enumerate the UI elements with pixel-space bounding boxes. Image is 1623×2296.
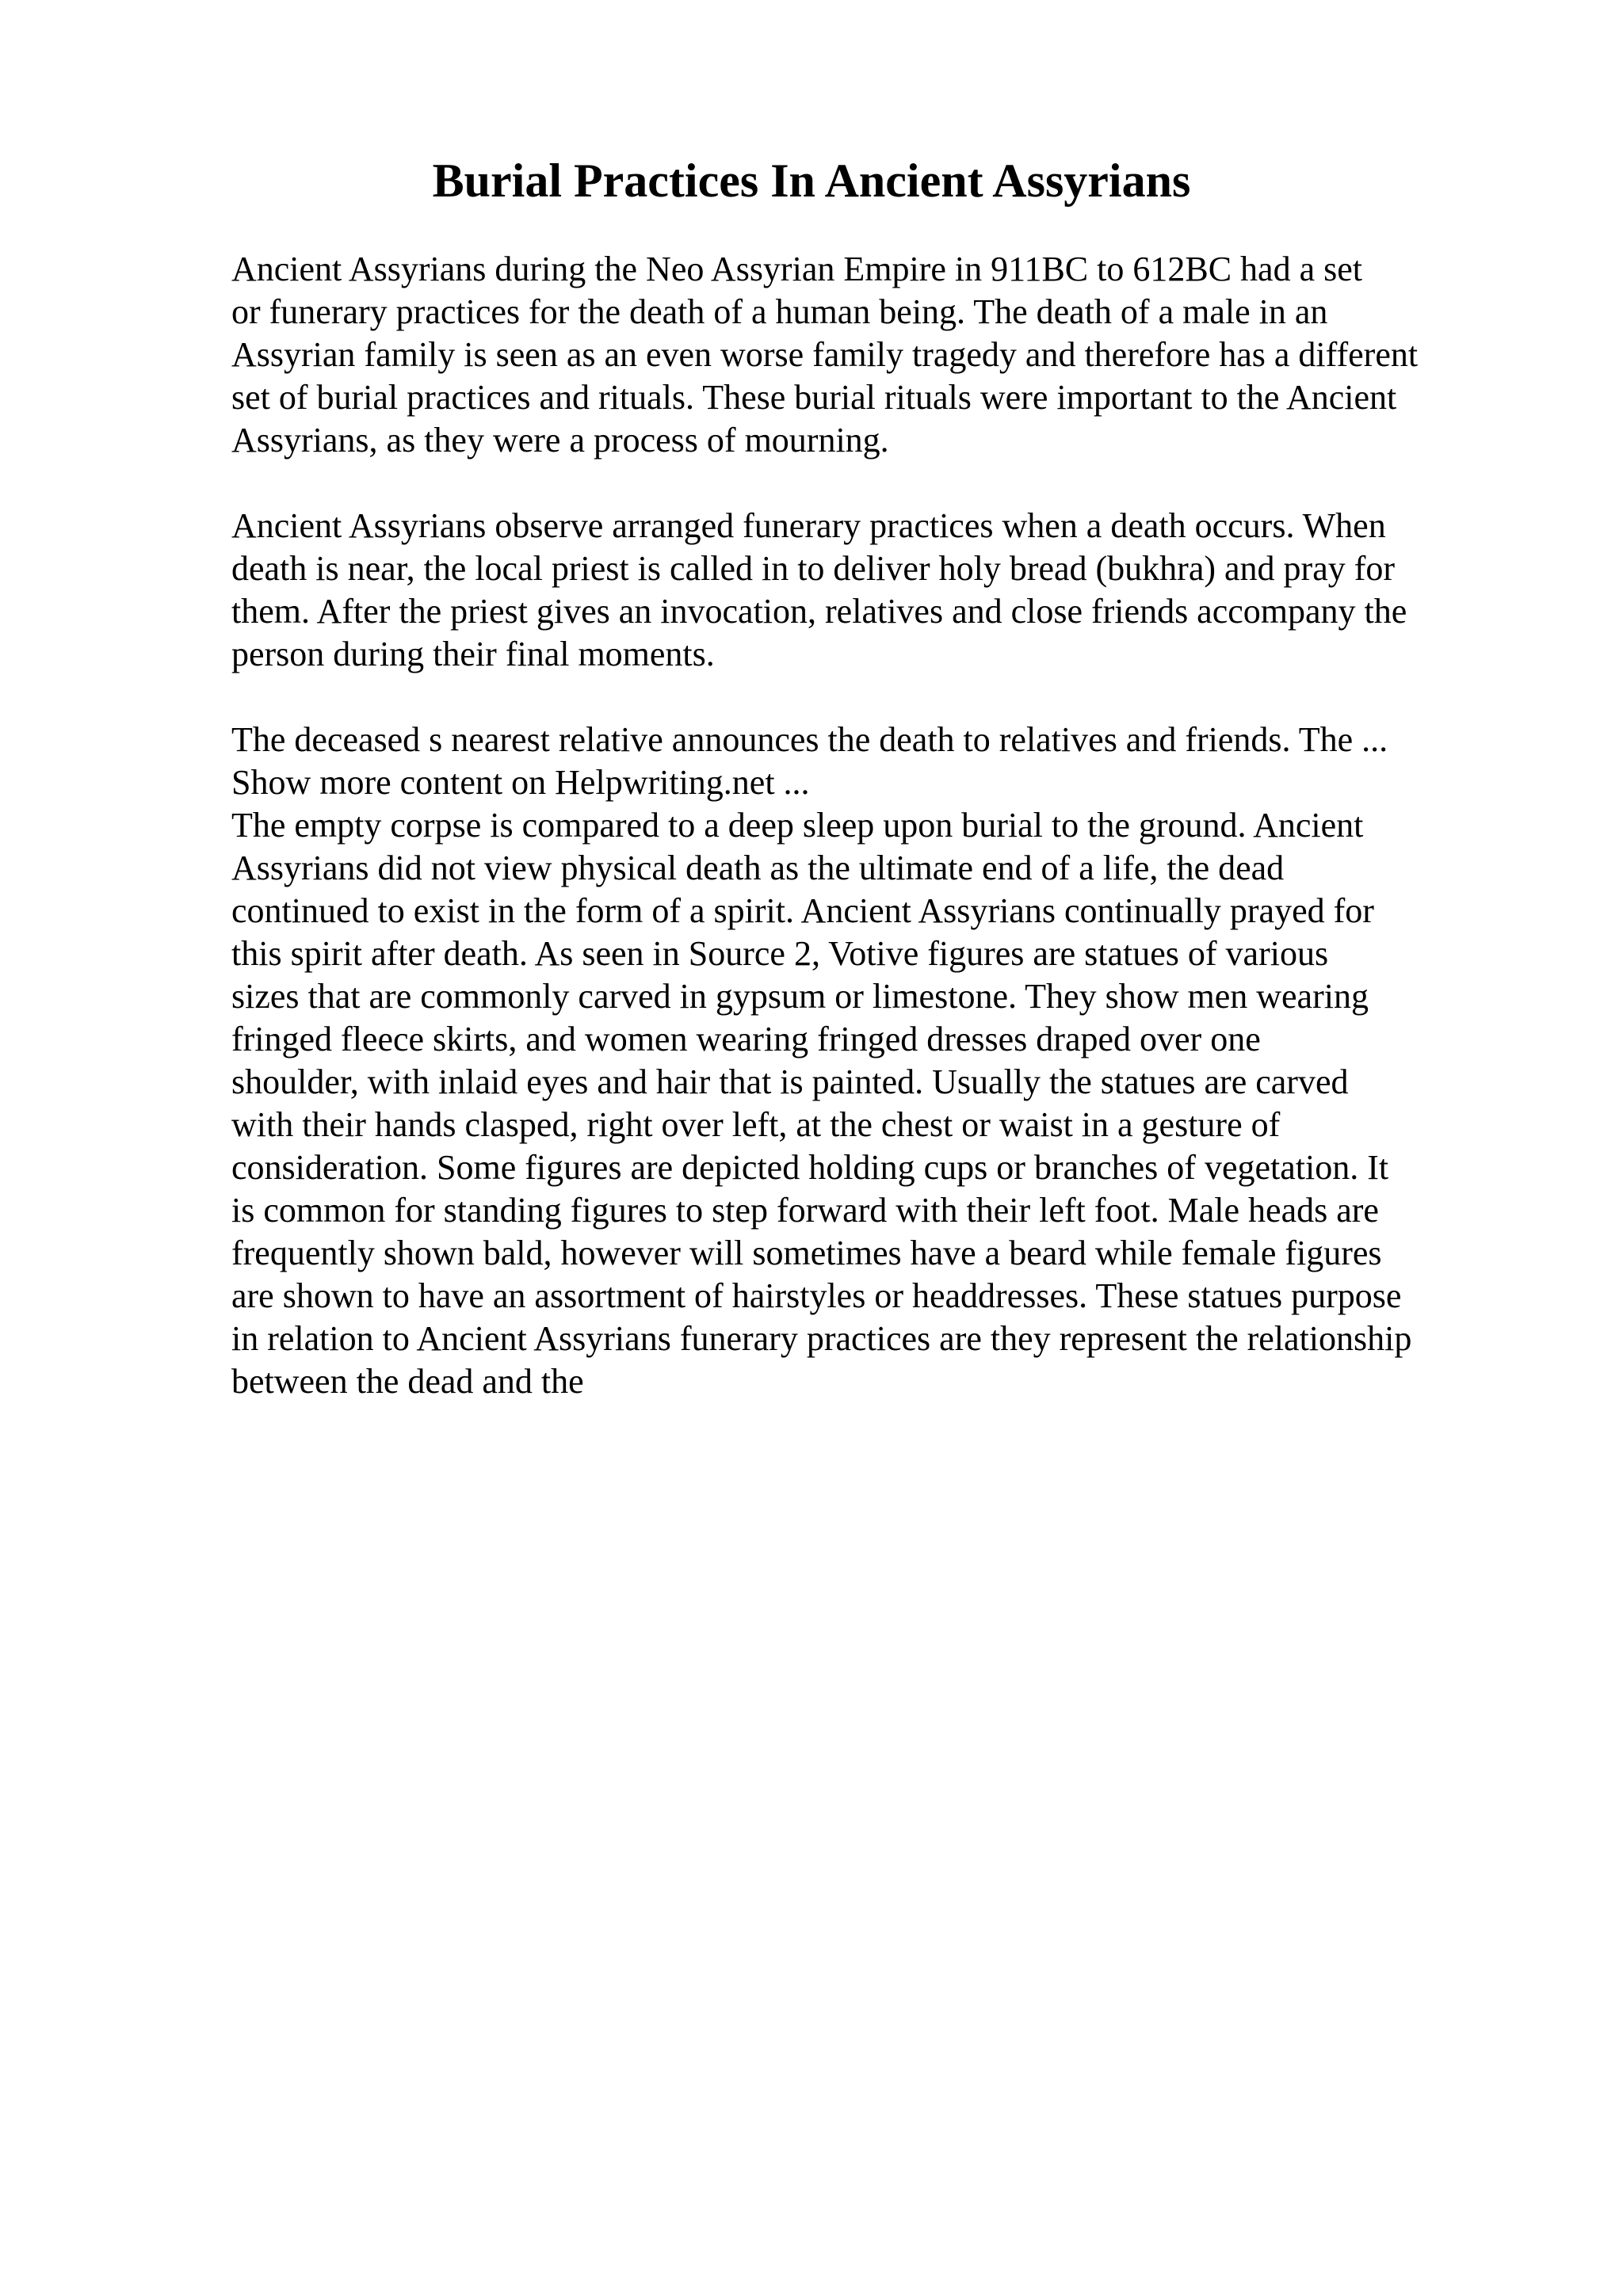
show-more-line: Show more content on Helpwriting.net ... [231, 763, 810, 802]
paragraph-1-line-4: set of burial practices and rituals. These burial rituals were important to the Ancient [231, 378, 1397, 417]
paragraph-4-line-5: sizes that are commonly carved in gypsum or limestone. They show men wearing [231, 977, 1369, 1016]
paragraph-2-line-4: person during their final moments. [231, 635, 715, 673]
document-title: Burial Practices In Ancient Assyrians [432, 154, 1191, 207]
paragraph-4-line-11: frequently shown bald, however will sometimes have a beard while female figures [231, 1234, 1382, 1272]
paragraph-1-line-1: Ancient Assyrians during the Neo Assyrian Empire in 911BC to 612BC had a set [231, 250, 1362, 288]
paragraph-4-line-9: consideration. Some figures are depicted holding cups or branches of vegetation. It [231, 1148, 1389, 1187]
paragraph-4-line-13: in relation to Ancient Assyrians funerary practices are they represent the relationship [231, 1319, 1412, 1358]
paragraph-3-line-1: The deceased s nearest relative announces the death to relatives and friends. The ... [231, 720, 1388, 759]
paragraph-4-line-10: is common for standing figures to step forward with their left foot. Male heads are [231, 1191, 1379, 1230]
paragraph-4-line-4: this spirit after death. As seen in Source 2, Votive figures are statues of various [231, 934, 1329, 973]
paragraph-2-line-3: them. After the priest gives an invocation, relatives and close friends accompany the [231, 592, 1407, 631]
paragraph-4-line-3: continued to exist in the form of a spirit. Ancient Assyrians continually prayed for [231, 891, 1374, 930]
paragraph-4-line-8: with their hands clasped, right over left, at the chest or waist in a gesture of [231, 1105, 1281, 1144]
paragraph-2-line-1: Ancient Assyrians observe arranged funerary practices when a death occurs. When [231, 506, 1386, 545]
paragraph-4-line-14: between the dead and the [231, 1362, 584, 1401]
paragraph-1-line-3: Assyrian family is seen as an even worse family tragedy and therefore has a different [231, 335, 1419, 374]
paragraph-4-line-1: The empty corpse is compared to a deep sleep upon burial to the ground. Ancient [231, 806, 1364, 845]
paragraph-4-line-12: are shown to have an assortment of hairstyles or headdresses. These statues purpose [231, 1276, 1402, 1315]
paragraph-4-line-7: shoulder, with inlaid eyes and hair that is painted. Usually the statues are carved [231, 1062, 1349, 1101]
paragraph-1-line-5: Assyrians, as they were a process of mourning. [231, 421, 889, 460]
paragraph-4-line-2: Assyrians did not view physical death as the ultimate end of a life, the dead [231, 849, 1285, 887]
paragraph-1-line-2: or funerary practices for the death of a human being. The death of a male in an [231, 292, 1328, 331]
paragraph-2-line-2: death is near, the local priest is called in to deliver holy bread (bukhra) and pray for [231, 549, 1396, 588]
paragraph-4-line-6: fringed fleece skirts, and women wearing fringed dresses draped over one [231, 1020, 1261, 1058]
